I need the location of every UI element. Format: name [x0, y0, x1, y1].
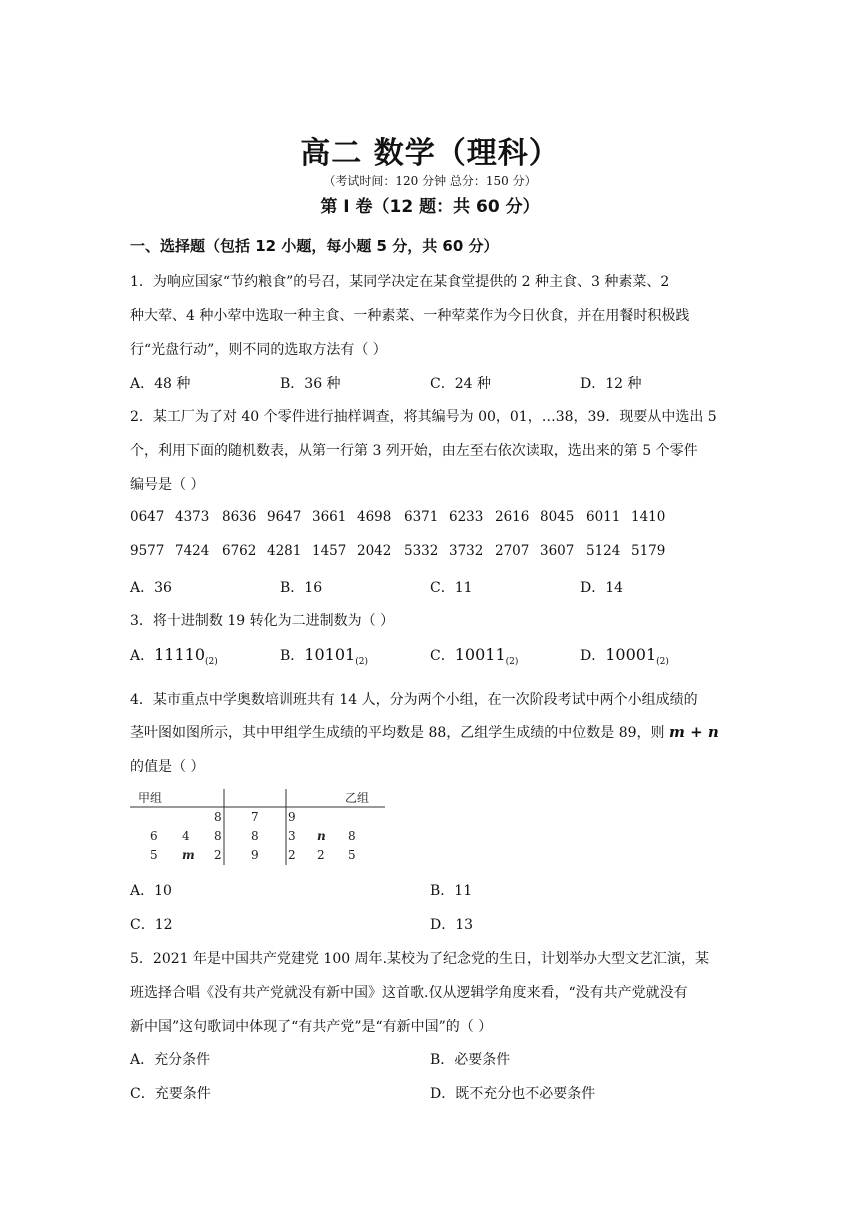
- q1-option-c: C．24 种: [430, 376, 491, 392]
- random-number: 9577: [130, 543, 165, 559]
- question-4-line-3: 的值是（ ）: [130, 759, 205, 775]
- q4-option-d: D．13: [430, 917, 474, 933]
- random-number: 3732: [449, 543, 484, 559]
- random-number: 4281: [267, 543, 302, 559]
- left-leaf: 4: [182, 829, 190, 843]
- q5-option-b: B．必要条件: [430, 1052, 511, 1068]
- left-leaf-variable: m: [182, 848, 195, 862]
- base-subscript: (2): [505, 657, 519, 668]
- right-leaf-variable: n: [317, 829, 326, 843]
- binary-digits: 11110: [154, 645, 206, 664]
- random-number: 0647: [130, 509, 165, 525]
- right-leaf: 2: [288, 848, 296, 862]
- q5-option-a: A．充分条件: [130, 1052, 211, 1068]
- random-number: 3661: [312, 509, 347, 525]
- q3-option-d: [580, 645, 669, 667]
- right-leaf: 3: [288, 829, 296, 843]
- left-leaf: 8: [214, 810, 222, 824]
- question-4-line-1: 4．某市重点中学奥数培训班共有 14 人，分为两个小组，在一次阶段考试中两个小组成绩的: [130, 692, 698, 708]
- q1-option-b: B．36 种: [280, 376, 341, 392]
- section-heading: 一、选择题（包括 12 小题，每小题 5 分，共 60 分）: [130, 237, 499, 255]
- random-number: 2616: [495, 509, 530, 525]
- random-number: 6762: [222, 543, 257, 559]
- volume-heading: 第 Ⅰ 卷（12 题：共 60 分）: [320, 197, 540, 217]
- question-1-line-3: 行“光盘行动”，则不同的选取方法有（ ）: [130, 342, 387, 358]
- random-number: 4373: [175, 509, 210, 525]
- question-5-line-3: 新中国”这句歌词中体现了“有共产党”是“有新中国”的（ ）: [130, 1019, 493, 1035]
- random-number: 6233: [449, 509, 484, 525]
- left-leaf: 5: [150, 848, 158, 862]
- right-leaf: 2: [317, 848, 325, 862]
- q5-option-d: D．既不充分也不必要条件: [430, 1086, 596, 1102]
- random-number: 5332: [404, 543, 439, 559]
- option-letter: D．: [580, 648, 606, 664]
- random-number: 5124: [586, 543, 621, 559]
- q5-option-c: C．充要条件: [130, 1086, 211, 1102]
- question-4-line-2: [130, 722, 719, 742]
- binary-digits: 10011: [454, 645, 506, 664]
- q2-option-a: A．36: [130, 580, 172, 596]
- question-3-line-1: 3．将十进制数 19 转化为二进制数为（ ）: [130, 613, 395, 629]
- left-leaf: 6: [150, 829, 158, 843]
- binary-digits: 10101: [304, 645, 356, 664]
- random-number: 8636: [222, 509, 257, 525]
- question-1-line-2: 种大荤、4 种小荤中选取一种主食、一种素菜、一种荤菜作为今日伙食，并在用餐时积极践: [130, 308, 690, 324]
- option-letter: C．: [430, 648, 455, 664]
- binary-number: [304, 645, 368, 668]
- question-5-line-1: 5．2021 年是中国共产党建党 100 周年.某校为了纪念党的生日，计划举办大型文艺汇演，某: [130, 951, 710, 967]
- exam-info: （考试时间：120 分钟 总分：150 分）: [323, 174, 537, 188]
- stem: 8: [251, 829, 259, 843]
- binary-number: [454, 645, 519, 668]
- binary-number: [605, 645, 669, 668]
- question-5-line-2: 班选择合唱《没有共产党就没有新中国》这首歌.仅从逻辑学角度来看，“没有共产党就没有: [130, 985, 688, 1001]
- q4-option-b: B．11: [430, 883, 473, 899]
- q2-option-c: C．11: [430, 580, 473, 596]
- option-letter: B．: [280, 648, 305, 664]
- question-2-line-3: 编号是（ ）: [130, 477, 205, 493]
- right-group-label: 乙组: [345, 791, 370, 805]
- q1-option-a: A．48 种: [130, 376, 191, 392]
- stem: 7: [251, 810, 259, 824]
- random-number: 3607: [540, 543, 575, 559]
- random-number: 7424: [175, 543, 210, 559]
- random-number: 6371: [404, 509, 439, 525]
- q4-option-a: A．10: [130, 883, 172, 899]
- q2-option-d: D．14: [580, 580, 624, 596]
- question-2-line-2: 个，利用下面的随机数表，从第一行第 3 列开始，由左至右依次读取，选出来的第 5 个零件: [130, 443, 698, 459]
- question-2-line-1: 2．某工厂为了对 40 个零件进行抽样调查，将其编号为 00，01，…38，39．现要从中选出 5: [130, 409, 717, 425]
- random-number: 4698: [357, 509, 392, 525]
- stem-leaf-plot: [130, 787, 390, 871]
- right-leaf: 9: [288, 810, 296, 824]
- math-expression: m + n: [668, 723, 719, 741]
- q2-option-b: B．16: [280, 580, 323, 596]
- stem: 9: [251, 848, 259, 862]
- random-number: 8045: [540, 509, 575, 525]
- left-leaf: 2: [214, 848, 222, 862]
- q3-option-b: [280, 645, 368, 667]
- random-number: 6011: [586, 509, 621, 525]
- base-subscript: (2): [205, 657, 218, 668]
- binary-digits: 10001: [605, 645, 657, 664]
- q4-option-c: C．12: [130, 917, 173, 933]
- q1-option-d: D．12 种: [580, 376, 642, 392]
- random-number: 5179: [631, 543, 666, 559]
- binary-number: [154, 645, 218, 668]
- q3-option-a: [130, 645, 218, 667]
- question-1-line-1: 1．为响应国家“节约粮食”的号召，某同学决定在某食堂提供的 2 种主食、3 种素菜、2: [130, 274, 670, 290]
- page-title: 高二 数学（理科）: [300, 136, 560, 171]
- random-number: 2042: [357, 543, 392, 559]
- right-leaf: 8: [348, 829, 356, 843]
- base-subscript: (2): [656, 657, 669, 668]
- random-number: 2707: [495, 543, 530, 559]
- q3-option-c: [430, 645, 518, 667]
- random-number: 1457: [312, 543, 347, 559]
- random-number: 9647: [267, 509, 302, 525]
- base-subscript: (2): [355, 657, 368, 668]
- random-number: 1410: [631, 509, 666, 525]
- left-group-label: 甲组: [138, 791, 163, 805]
- option-letter: A．: [130, 648, 155, 664]
- right-leaf: 5: [348, 848, 356, 862]
- left-leaf: 8: [214, 829, 222, 843]
- question-4-text: 茎叶图如图所示，其中甲组学生成绩的平均数是 88，乙组学生成绩的中位数是 89，则: [130, 725, 669, 741]
